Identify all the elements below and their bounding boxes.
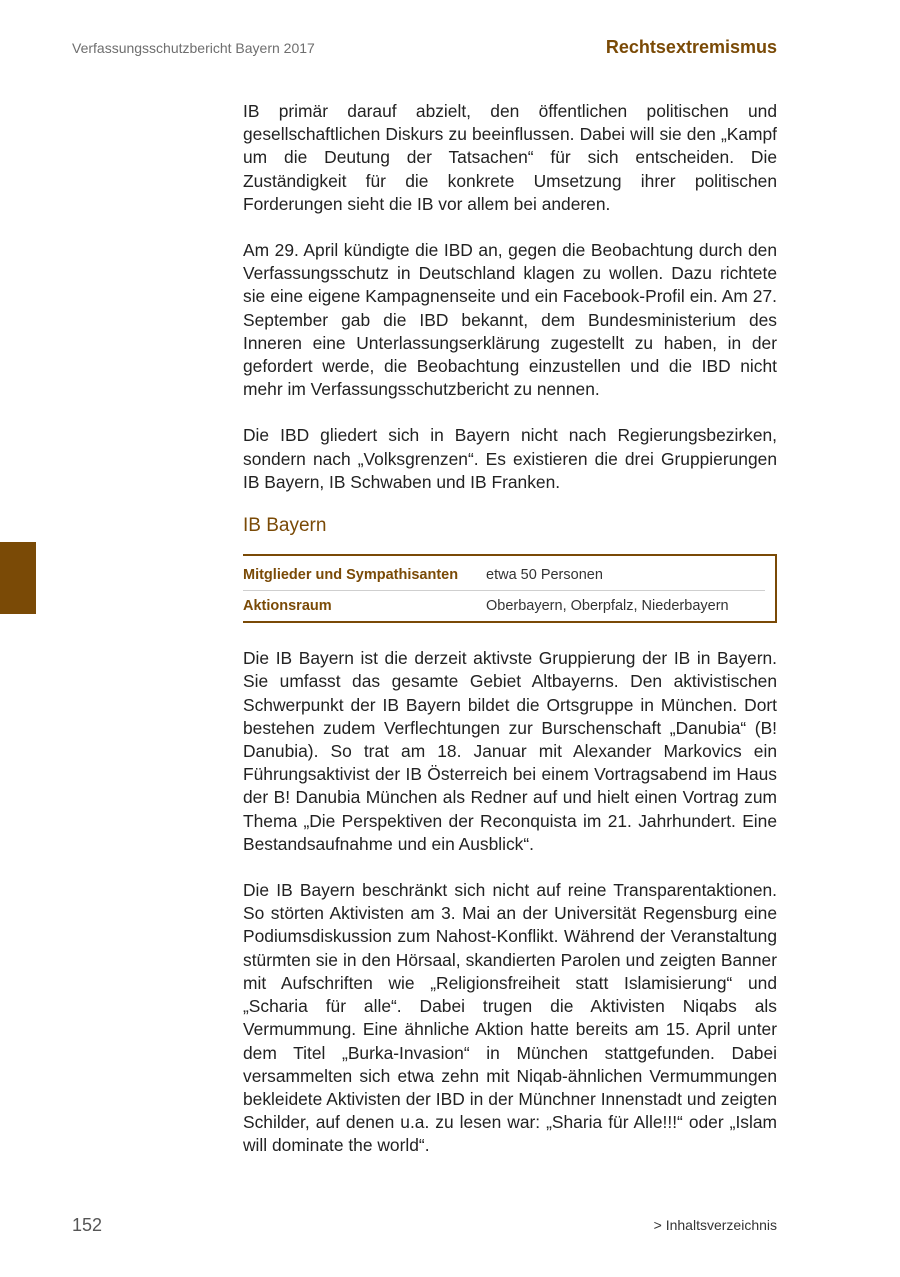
info-label: Aktionsraum xyxy=(243,598,332,615)
page-number: 152 xyxy=(72,1215,103,1235)
page-content xyxy=(243,100,777,1158)
report-title: Verfassungsschutzbericht Bayern 2017 xyxy=(72,40,315,56)
info-value: etwa 50 Personen xyxy=(486,567,603,584)
info-row-area xyxy=(243,590,765,621)
table-of-contents-link[interactable]: > Inhaltsverzeichnis xyxy=(653,1217,777,1233)
paragraph-3: Die IBD gliedert sich in Bayern nicht nach Regierungsbezirken, sondern nach „Volksgrenzen“. Es existieren die drei Gruppierungen IB Bayern, IB Schwaben und IB Franken. xyxy=(243,425,777,492)
info-label: Mitglieder und Sympathisanten xyxy=(243,567,459,584)
paragraph-5: Die IB Bayern beschränkt sich nicht auf reine Transparentaktionen. So störten Aktivisten am 3. Mai an der Universität Regensburg eine Podiumsdiskussion zum Nahost-Konflikt. Während der Veranstaltung stürmten sie in den Hörsaal, skandierten Parolen und zeigten Banner mit Aufschriften wie „Religionsfreiheit statt Islamisierung“ und „Scharia für alle“. Dabei trugen die Aktivisten Niqabs als Vermummung. Eine ähnliche Aktion hatte bereits am 15. April unter dem Titel „Burka-Invasion“ in München stattgefunden. Dabei versammelten sich etwa zehn mit Niqab-ähnlichen Vermummungen bekleidete Aktivisten der IBD in der Münchner Innenstadt und zeigten Schilder, auf denen u.a. zu lesen war: „Sharia für Alle!!!“ oder „Islam will dominate the world“. xyxy=(243,880,777,1156)
paragraph-4: Die IB Bayern ist die derzeit aktivste Gruppierung der IB in Bayern. Sie umfasst das gesamte Gebiet Altbayerns. Den aktivistischen Schwerpunkt der IB Bayern bildet die Ortsgruppe in München. Dort bestehen zudem Verflechtungen zur Burschenschaft „Danubia“ (B! Danubia). So trat am 18. Januar mit Alexander Markovics ein Führungsaktivist der IB Österreich bei einem Vortragsabend im Haus der B! Danubia München als Redner auf und hielt einen Vortrag zum Thema „Die Perspektiven der Reconquista im 21. Jahrhundert. Eine Bestandsaufnahme und ein Ausblick“. xyxy=(243,648,777,854)
paragraph-2: Am 29. April kündigte die IBD an, gegen die Beobachtung durch den Verfassungsschutz in Deutschland klagen zu wollen. Dazu richtete sie eine eigene Kampagnenseite und ein Facebook-Profil ein. Am 27. September gab die IBD bekannt, dem Bundesministerium des Inneren eine Unterlassungserklärung zugestellt zu haben, in der gefordert werde, die Beobachtung einzustellen und die IBD nicht mehr im Verfassungsschutzbericht zu nennen. xyxy=(243,240,777,400)
info-box xyxy=(243,554,777,623)
section-heading: IB Bayern xyxy=(243,515,327,537)
info-row-members xyxy=(243,560,765,590)
paragraph-1: IB primär darauf abzielt, den öffentlichen politischen und gesellschaftlichen Diskurs zu beeinflussen. Dabei will sie den „Kampf um die Deutung der Tatsachen“ für sich entscheiden. Die Zuständigkeit für die konkrete Umsetzung ihrer politischen Forderungen sieht die IB vor allem bei anderen. xyxy=(243,101,777,214)
section-title-header: Rechtsextremismus xyxy=(605,37,777,57)
info-value: Oberbayern, Oberpfalz, Niederbayern xyxy=(486,598,729,615)
chapter-tab-marker xyxy=(0,542,36,614)
